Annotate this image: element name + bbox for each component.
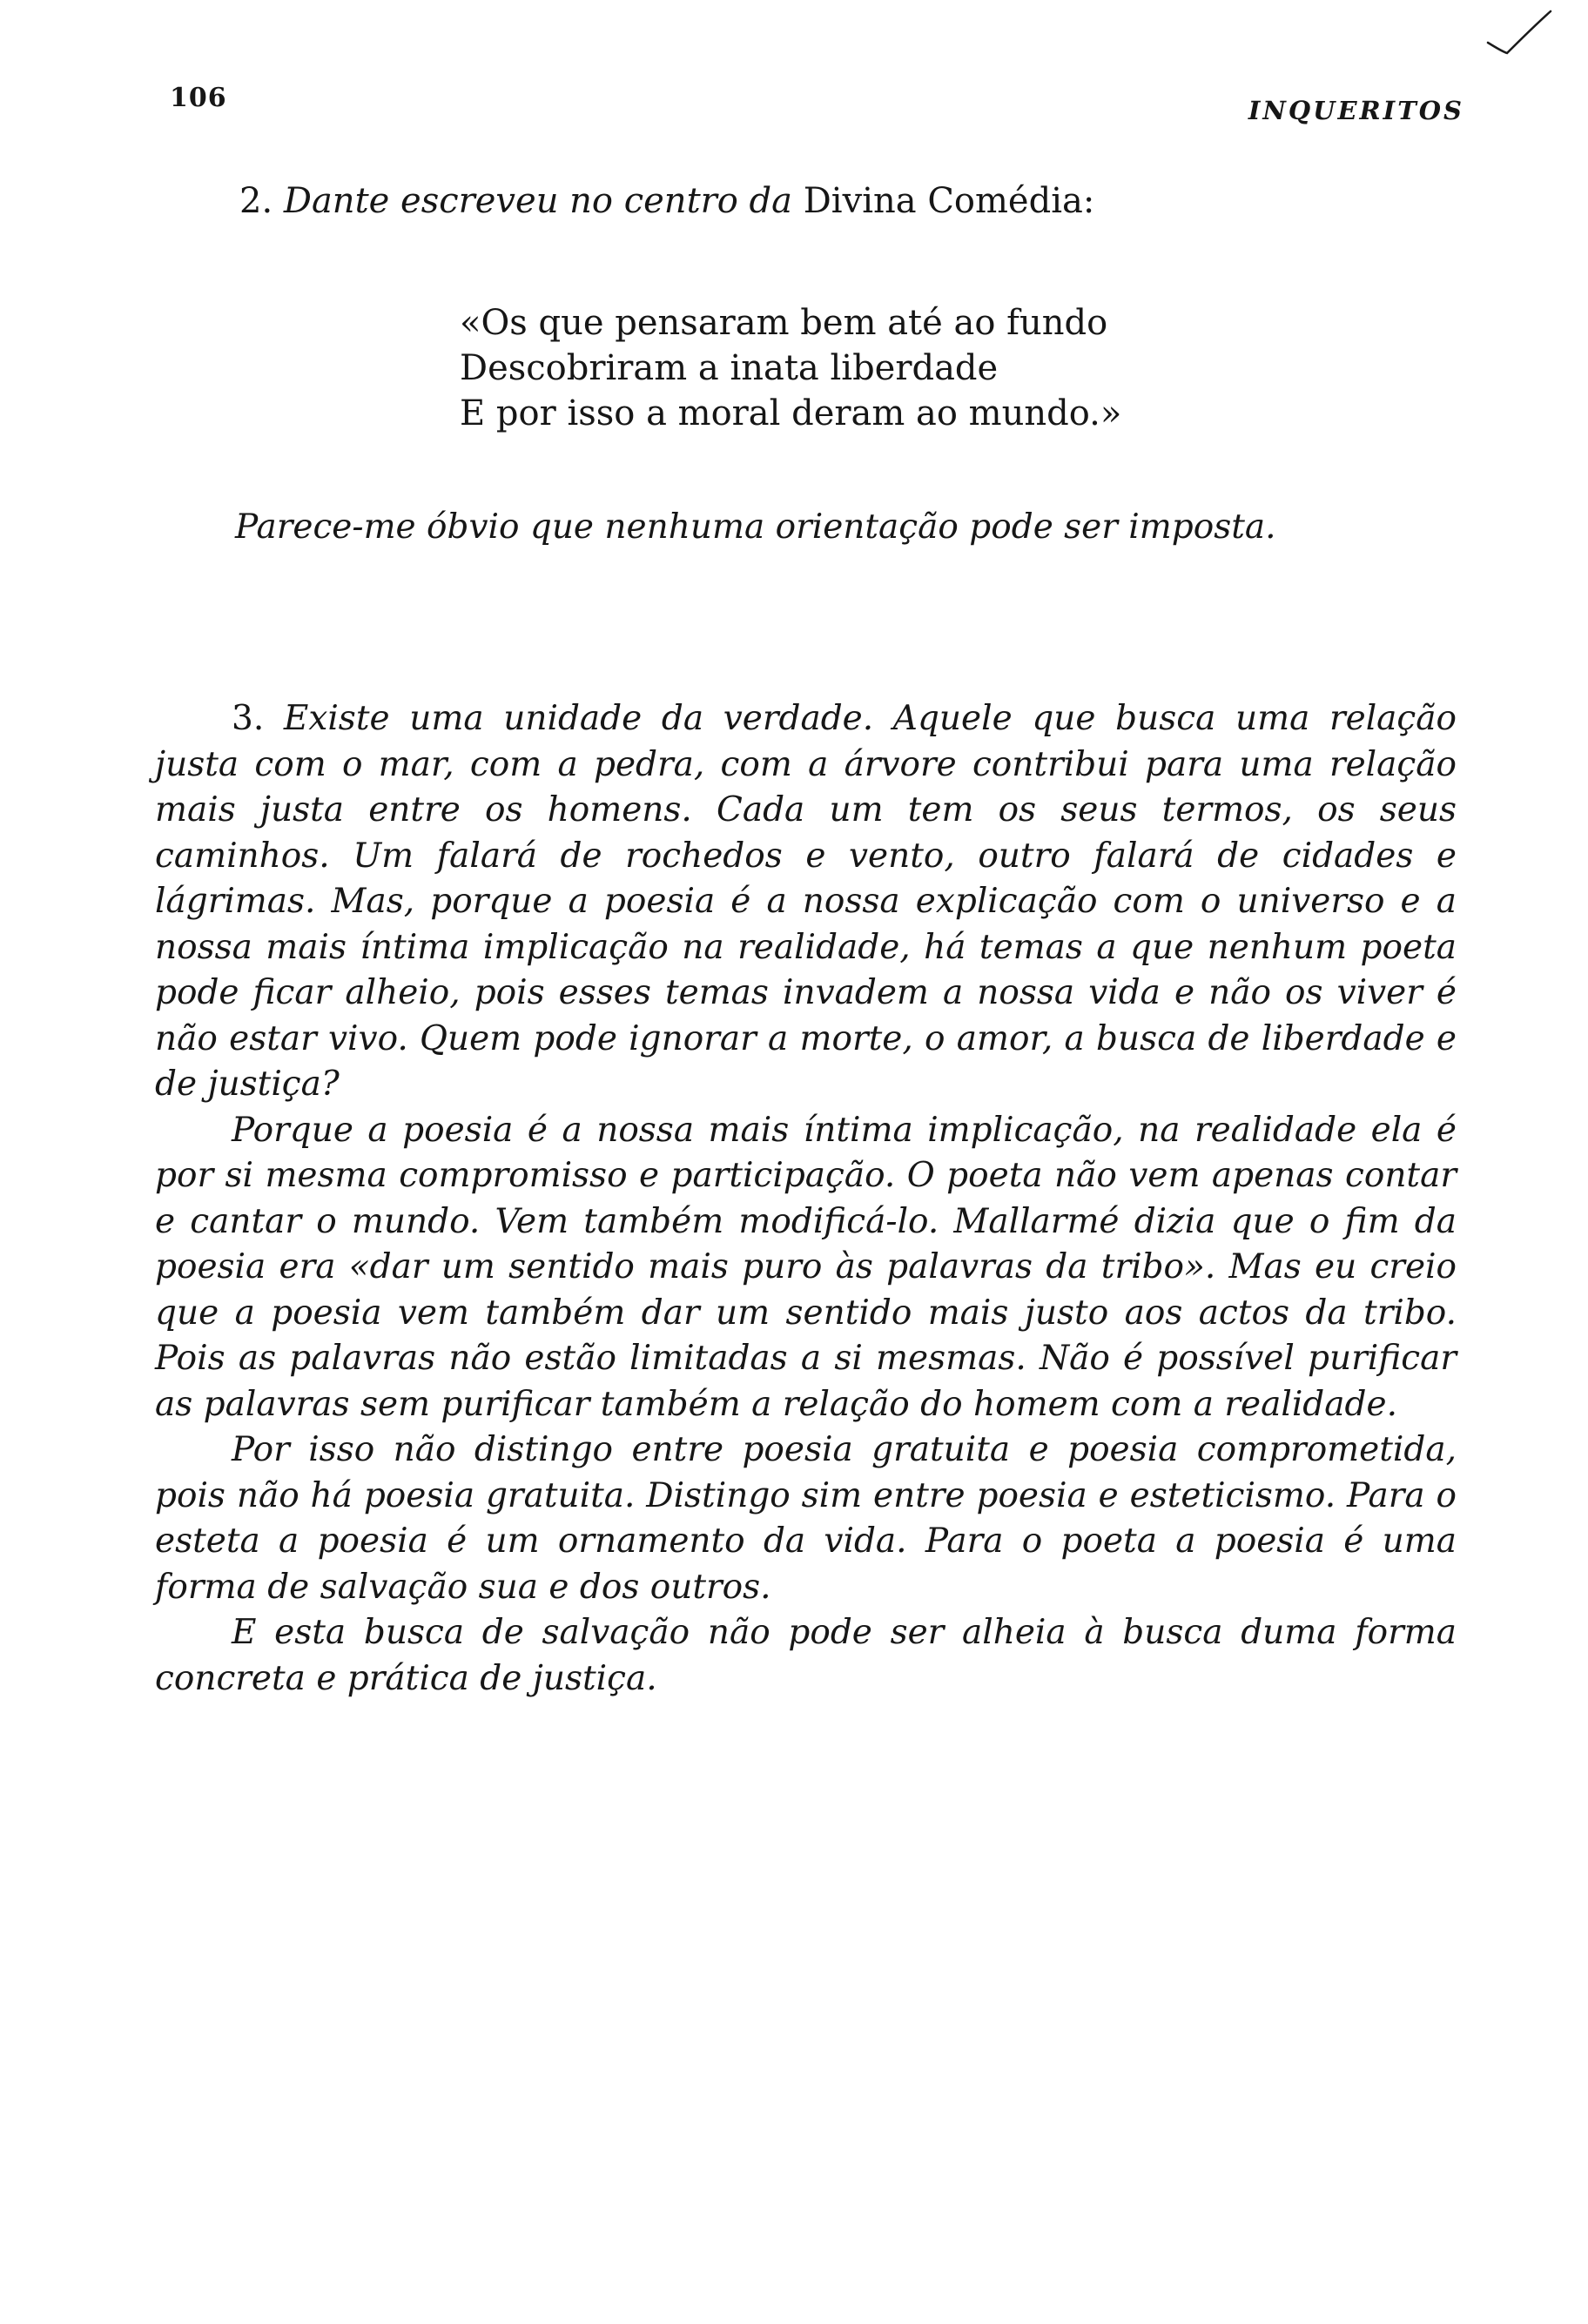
poem-line: E por isso a moral deram ao mundo.» — [460, 393, 1122, 433]
paragraph — [155, 696, 1457, 1108]
work-title: Divina Comédia: — [803, 181, 1095, 221]
running-head: INQUERITOS — [1248, 96, 1464, 125]
paragraph: Porque a poesia é a nossa mais íntima implicação, na realidade ela é por si mesma compromisso e participação. O poeta não vem apenas contar e cantar o mundo. Vem também modificá-lo. Mallarmé dizia que o fim da poesia era «dar um sentido mais puro às palavras da tribo». Mas eu creio que a poesia vem também dar um sentido mais justo aos actos da tribo. Pois as palavras não estão limitadas a si mesmas. Não é possível purificar as palavras sem purificar também a relação do homem com a realidade. — [155, 1110, 1457, 1424]
handwritten-checkmark-icon — [1484, 4, 1554, 57]
section-2-conclusion: Parece-me óbvio que nenhuma orientação pode ser imposta. — [235, 507, 1276, 547]
section-2-lead: Dante escreveu no centro da — [283, 181, 793, 221]
section-3-number: 3. — [232, 699, 265, 738]
section-3-body — [155, 696, 1457, 1702]
poem-line: «Os que pensaram bem até ao fundo — [460, 303, 1108, 343]
poem-quote — [460, 300, 1121, 436]
section-2-heading — [239, 181, 1094, 221]
poem-line: Descobriram a inata liberdade — [460, 348, 999, 388]
page-number: 106 — [170, 83, 227, 113]
paragraph-text: Existe uma unidade da verdade. Aquele que busca uma relação justa com o mar, com a pedra, com a árvore contribui para uma relação mais justa entre os homens. Cada um tem os seus termos, os seus caminhos. Um falará de rochedos e vento, outro falará de cidades e lágrimas. Mas, porque a poesia é a nossa explicação com o universo e a nossa mais íntima implicação na realidade, há temas a que nenhum poeta pode ficar alheio, pois esses temas invadem a nossa vida e não os viver é não estar vivo. Quem pode ignorar a morte, o amor, a busca de liberdade e de justiça? — [155, 699, 1457, 1104]
paragraph: E esta busca de salvação não pode ser alheia à busca duma forma concreta e prática de justiça. — [155, 1613, 1457, 1698]
section-2-number: 2. — [239, 181, 273, 221]
paragraph: Por isso não distingo entre poesia gratuita e poesia comprometida, pois não há poesia gratuita. Distingo sim entre poesia e esteticismo. Para o esteta a poesia é um ornamento da vida. Para o poeta a poesia é uma forma de salvação sua e dos outros. — [155, 1430, 1457, 1607]
